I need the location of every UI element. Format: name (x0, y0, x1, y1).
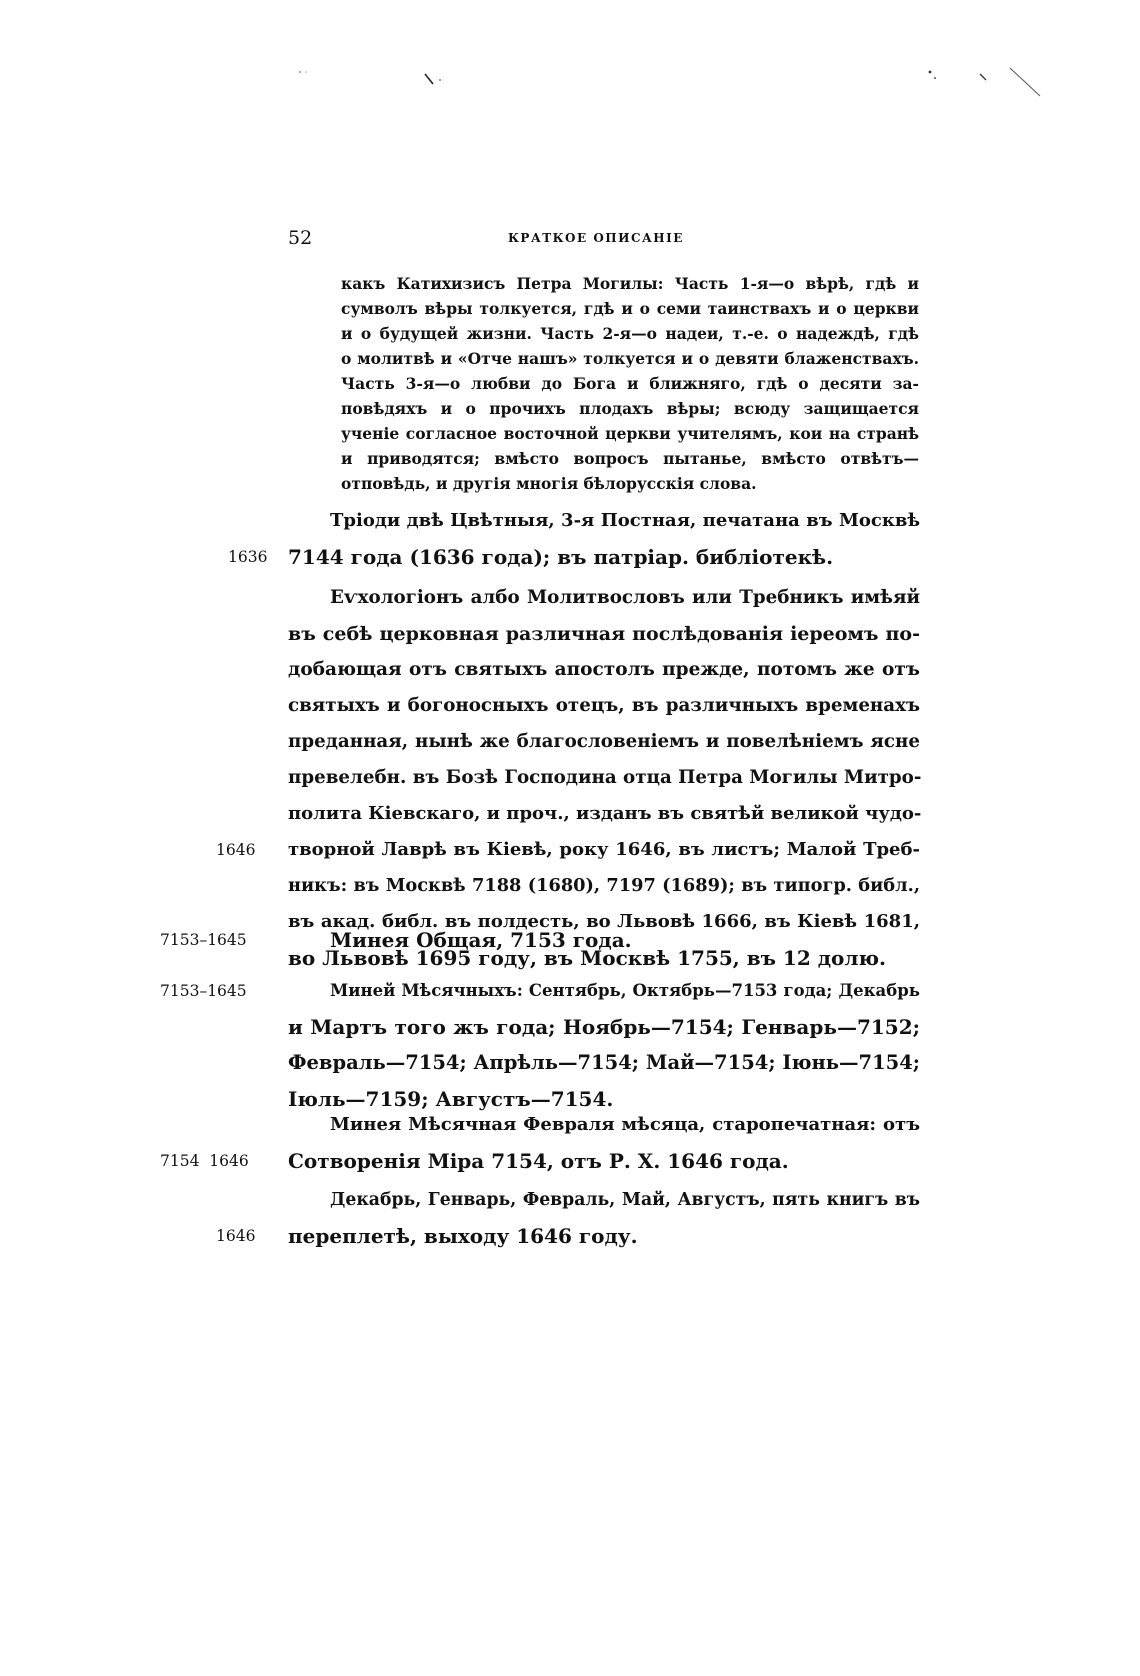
intro-line: повѣдяхъ и о прочихъ плодахъ вѣры; всюду защищается (341, 399, 919, 418)
margin-year: 1646 (216, 841, 256, 859)
intro-line: и о будущей жизни. Часть 2-я—о надеи, т.-е. о надеждѣ, гдѣ (341, 324, 919, 343)
entry-miney-mesyachnykh (160, 973, 920, 1117)
line-text: Декабрь, Генварь, Февраль, Май, Августъ, пять книгъ въ (330, 1190, 920, 1210)
line-text: святыхъ и богоносныхъ отецъ, въ различныхъ временахъ (288, 695, 920, 716)
entry-line (160, 652, 920, 688)
margin-year: 7153–1645 (160, 982, 247, 1000)
entry-line (160, 760, 920, 796)
line-text: въ себѣ церковная различная послѣдованія іереомъ по- (288, 623, 920, 645)
line-text: полита Кіевскаго, и проч., изданъ въ святѣй великой чудо- (288, 803, 922, 824)
intro-line: отповѣдь, и другія многія бѣлорусскія слова. (341, 474, 757, 493)
entry-euchologion (160, 580, 920, 976)
entry-line (160, 580, 920, 616)
margin-year: 7153–1645 (160, 931, 247, 949)
entry-line (160, 868, 920, 904)
line-text: Тріоди двѣ Цвѣтныя, 3-я Постная, печатана въ Москвѣ (330, 510, 920, 531)
line-text: преданная, нынѣ же благословеніемъ и повелѣніемъ ясне (288, 731, 920, 752)
entry-line (160, 616, 920, 652)
intro-line: Часть 3-я—о любви до Бога и ближняго, гдѣ о десяти за- (341, 374, 919, 393)
line-text: никъ: въ Москвѣ 7188 (1680), 7197 (1689); въ типогр. библ., (288, 875, 920, 896)
intro-paragraph (341, 271, 919, 496)
entry-line (160, 832, 920, 868)
entry-line (160, 1009, 920, 1045)
entry-line (160, 539, 920, 575)
margin-year: 1636 (228, 548, 268, 566)
line-text: во Львовѣ 1695 году, въ Москвѣ 1755, въ 12 долю. (288, 946, 886, 970)
entry-mineya-obshchaya (160, 922, 920, 958)
intro-line: сумволъ вѣры толкуется, гдѣ и о семи таинствахъ и о церкви (341, 299, 919, 318)
entry-mineya-fevralya (160, 1107, 920, 1179)
intro-line: и приводятся; вмѣсто вопросъ пытанье, вмѣсто отвѣтъ— (341, 449, 919, 468)
line-text: Минея Мѣсячная Февраля мѣсяца, старопечатная: отъ (330, 1114, 920, 1135)
page-header (288, 227, 918, 257)
line-text: переплетѣ, выходу 1646 году. (288, 1224, 638, 1248)
entry-triodi (160, 503, 920, 575)
line-text: Іюль—7159; Августъ—7154. (288, 1087, 614, 1111)
entry-pyat-knig (160, 1182, 920, 1254)
intro-line: какъ Катихизисъ Петра Могилы: Часть 1-я—о вѣрѣ, гдѣ и (341, 274, 919, 293)
line-text: Минея Общая, 7153 года. (330, 928, 632, 952)
entry-line (160, 688, 920, 724)
line-text: Еѵхологіонъ албо Молитвословъ или Требникъ имѣяй (330, 587, 920, 608)
line-text: 7144 года (1636 года); въ патріар. библіотекѣ. (288, 545, 834, 569)
line-text: Миней Мѣсячныхъ: Сентябрь, Октябрь—7153 года; Декабрь (330, 981, 920, 1000)
margin-year: 1646 (216, 1227, 256, 1245)
line-text: Сотворенія Міра 7154, отъ Р. Х. 1646 года. (288, 1149, 789, 1173)
entry-line (160, 1045, 920, 1081)
scan-specks (0, 60, 1140, 120)
line-text: Февраль—7154; Апрѣль—7154; Май—7154; Іюнь—7154; (288, 1051, 920, 1074)
entry-line (160, 922, 920, 958)
entry-line (160, 503, 920, 539)
line-text: творной Лаврѣ въ Кіевѣ, року 1646, въ листъ; Малой Треб- (288, 839, 920, 860)
entry-line (160, 1107, 920, 1143)
margin-year: 7154 1646 (160, 1152, 249, 1170)
entry-line (160, 1182, 920, 1218)
running-title: КРАТКОЕ ОПИСАНІЕ (508, 231, 684, 245)
line-text: превелебн. въ Бозѣ Господина отца Петра Могилы Митро- (288, 767, 922, 788)
line-text: добающая отъ святыхъ апостолъ прежде, потомъ же отъ (288, 659, 920, 680)
entry-line (160, 796, 920, 832)
entry-line (160, 1218, 920, 1254)
intro-line: о молитвѣ и «Отче нашъ» толкуется и о девяти блаженствахъ. (341, 349, 919, 368)
intro-line: ученіе согласное восточной церкви учителямъ, кои на странѣ (341, 424, 919, 443)
line-text: въ акад. библ. въ полдесть, во Львовѣ 1666, въ Кіевѣ 1681, (288, 911, 920, 932)
entry-line (160, 1143, 920, 1179)
entry-line (160, 973, 920, 1009)
line-text: и Мартъ того жъ года; Ноябрь—7154; Генварь—7152; (288, 1015, 920, 1039)
page-number: 52 (288, 227, 313, 249)
entry-line (160, 724, 920, 760)
